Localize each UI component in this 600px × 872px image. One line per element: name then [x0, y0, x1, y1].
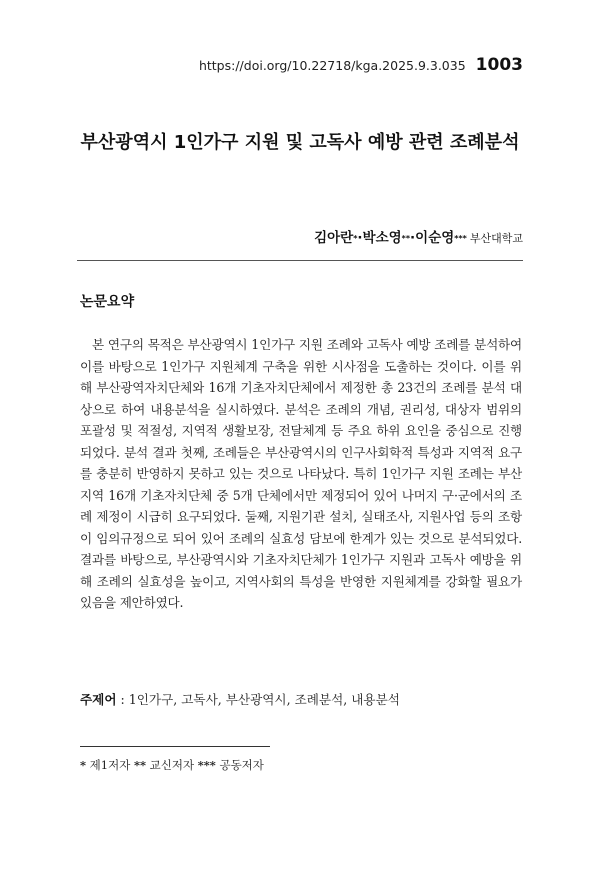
author-affiliation: 부산대학교: [469, 232, 523, 245]
footnote: [80, 757, 264, 773]
author-2-name: 박소영: [362, 230, 402, 246]
footnote-divider: [80, 746, 270, 747]
keywords-text: 1인가구, 고독사, 부산광역시, 조례분석, 내용분석: [128, 692, 400, 707]
keywords-separator: :: [116, 692, 129, 707]
author-1-name: 김아란: [314, 230, 354, 246]
footnote-mark-3: ***: [197, 758, 216, 772]
author-line: 김아란*·박소영**·이순영*** 부산대학교: [314, 230, 523, 246]
abstract-body: 본 연구의 목적은 부산광역시 1인가구 지원 조례와 고독사 예방 조례를 분석하여 이를 바탕으로 1인가구 지원체계 구축을 위한 시사점을 도출하는 것이다. 이를 위해 부산광역자치단체와 16개 기초자치단체에서 제정한 총 23건의 조례를 분석 대상으로 하여 내용분석을 실시하였다. 분석은 조례의 개념, 권리성, 대상자 범위의 포괄성 및 적절성, 지역적 생활보장, 전달체계 등 주요 하위 요인을 중심으로 진행되었다. 분석 결과 첫째, 조례들은 부산광역시의 인구사회학적 특성과 지역적 요구를 충분히 반영하지 못하고 있는 것으로 나타났다. 특히 1인가구 지원 조례는 부산지역 16개 기초자치단체 중 5개 단체에서만 제정되어 있어 나머지 구·군에서의 조례 제정이 시급히 요구되었다. 둘째, 지원기관 설치, 실태조사, 지원사업 등의 조항이 임의규정으로 되어 있어 조례의 실효성 담보에 한계가 있는 것으로 분석되었다. 결과를 바탕으로, 부산광역시와 기초자치단체가 1인가구 지원과 고독사 예방을 위해 조례의 실효성을 높이고, 지역사회의 특성을 반영한 지원체계를 강화할 필요가 있음을 제안하였다.: [80, 337, 522, 610]
keywords: [80, 689, 400, 708]
page-number: 1003: [475, 55, 523, 75]
author-3-mark: ***: [454, 234, 467, 243]
keywords-label: 주제어: [80, 692, 117, 707]
doi-link[interactable]: https://doi.org/10.22718/kga.2025.9.3.035: [198, 58, 466, 73]
author-3-name: 이순영: [415, 230, 455, 246]
abstract-heading: 논문요약: [80, 294, 135, 310]
page-header: [199, 55, 523, 75]
header-divider: [77, 260, 523, 261]
footnote-text-3: 공동저자: [219, 758, 264, 772]
footnote-mark-1: *: [80, 758, 87, 772]
paper-title: 부산광역시 1인가구 지원 및 고독사 예방 관련 조례분석: [80, 132, 520, 153]
footnote-text-1: 제1저자: [89, 758, 131, 772]
footnote-mark-2: **: [133, 758, 147, 772]
footnote-text-2: 교신저자: [149, 758, 195, 772]
author-2-mark: **: [401, 234, 411, 243]
author-1-mark: *: [353, 234, 358, 243]
